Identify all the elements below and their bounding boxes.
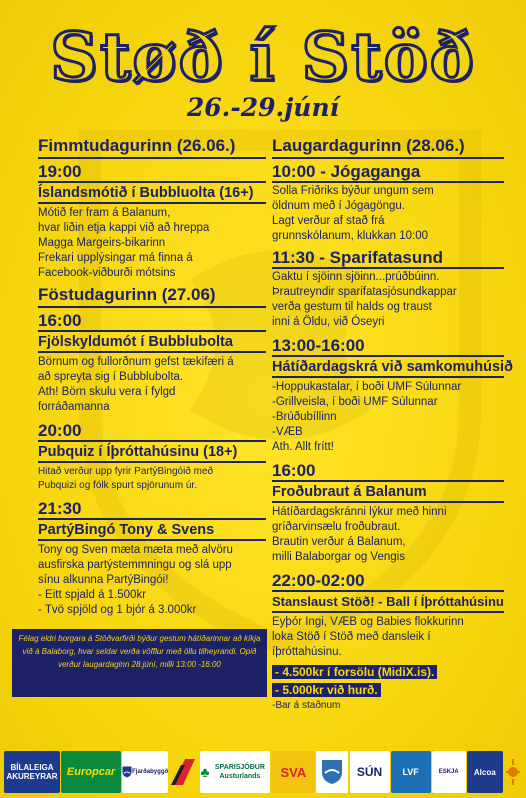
event-time: 11:30 [272,248,315,267]
event-description: Solla Friðriks býður ungum sem öldnum með í Jógagöngu. Lagt verður af stað frá grunnskólanum, klukkan 10:00 [272,185,434,242]
event-time: 22:00-02:00 [272,571,504,592]
event-time: 21:30 [38,499,266,520]
event-description: Hitað verður upp fyrir PartýBingóið með Pubquizi og fólk spurt spjörunum úr. [38,466,214,491]
event-title: Hátíðardagskrá við samkomuhúsið [272,358,504,378]
event-time: 16:00 [38,311,266,332]
event-description: -Hoppukastalar, í boði UMF Súlunnar -Grillveisla, í boði UMF Súlunnar -Brúðubíllinn -VÆB Ath. Allt frítt! [272,381,462,453]
event-description: Mótið fer fram á Balanum, hvar liðin etja kappi við að hreppa Magga Margeirs-bikarinn Frekari upplýsingar má finna á Facebook-viðburði mótsins [38,207,210,279]
event-time: 13:00-16:00 [272,336,504,357]
shield-icon [321,759,343,785]
event-title: Froðubraut á Balanum [272,483,504,503]
event-description: Tony og Sven mæta mæta með alvöru ausfirska partýstemmningu og slá upp sínu alkunna PartýBingói! - Eitt spjald á 1.500kr - Tvö spjöld og 1 bjór á 3.000kr [38,544,233,616]
sponsor-lvf-logo: LVF [391,751,431,793]
clover-icon: ♣ [200,763,210,780]
ticket-prices [272,663,504,711]
event-title: Íslandsmótið í Bubbluolta (16+) [38,184,266,204]
event-description: Hátíðardagskránni lýkur með hinni gríðarvinsælu froðubraut. Brautin verður á Balanum, milli Balaborgar og Vengis [272,506,447,563]
poster-title: Støð í Stöð [50,18,476,96]
sponsor-bilaleiga-akureyrar-logo: BÍLALEIGA AKUREYRAR [4,751,60,793]
sponsor-eskja-logo: ESKJA [432,751,466,793]
event-time: 16:00 [272,461,504,482]
sponsor-fjardabyggd-logo [122,751,168,793]
sponsor-sva-logo: SVA [271,751,315,793]
event-title: Sparifatasund [329,248,444,267]
sponsor-fjardabyggd-label: Fjarðabyggð [132,768,169,775]
event-time: 19:00 [38,162,266,183]
sponsor-arrow-logo [169,751,199,793]
door-price: - 5.000kr við hurð. [272,683,381,697]
presale-price: - 4.500kr í forsölu (MidiX.is). [272,665,437,679]
event-description: Börnum og fullorðnum gefst tækifæri á að spreyta sig í Bubblubolta. Ath! Börn skulu vera í fylgd forráðamanna [38,356,234,413]
sunburst-icon [505,757,521,787]
day-heading-friday: Föstudagurinn (27.06) [38,285,266,308]
event-time-title: 11:30 - Sparifatasund [272,248,504,269]
sponsor-bar [0,746,526,798]
event-title: PartýBingó Tony & Svens [38,521,266,541]
sponsor-sparisjodur-label: SPARISJÓÐUR Austurlands [214,764,265,780]
event-title: Fjölskyldumót í Bubblubolta [38,333,266,353]
day-heading-thursday: Fimmtudagurinn (26.06.) [38,136,266,159]
event-title: Pubquiz í Íþróttahúsinu (18+) [38,443,266,463]
elders-waffle-banner: Félag eldri borgara á Stöðvarfirði býður gestum hátíðarinnar að kíkja við á Balaborg, hvar seldar verða vöfflur með öllu tilheyrandi. Opið verður laugardaginn 28.júní, milli 13:00 -16:00 [12,629,267,697]
left-column [38,136,266,621]
event-time-title: 10:00 - Jógaganga [272,162,504,183]
event-title: Jógaganga [330,162,421,181]
sponsor-sparisjodur-logo [200,751,270,793]
sponsor-europcar-logo: Europcar [61,751,121,793]
arrow-shape-icon [171,757,197,787]
event-title: Stanslaust Stöð! - Ball í Íþróttahúsinu [272,593,504,613]
right-column [272,136,513,711]
event-time: 20:00 [38,421,266,442]
bar-note: -Bar á staðnum [272,700,341,711]
day-heading-saturday: Laugardagurinn (28.06.) [272,136,504,159]
festival-dates: 26.-29.júní [186,93,340,122]
sponsor-crest-logo [316,751,348,793]
event-description: Gaktu í sjöinn sjöinn...prúðbúinn. Þrautreyndir sparifatasjósundkappar verða gestum til halds og traust inni á Öldu, við Óseyri [272,271,457,328]
event-time: 10:00 [272,162,316,181]
shield-icon [122,759,132,785]
event-description: Eyþór Ingi, VÆB og Babies flokkurinn loka Stöð í Stöð með dansleik í íþróttahúsinu. [272,616,464,658]
sponsor-sun-emblem-logo [504,751,522,793]
sponsor-sun-logo: SÚN [350,751,390,793]
sponsor-alcoa-logo: Alcoa [467,751,503,793]
